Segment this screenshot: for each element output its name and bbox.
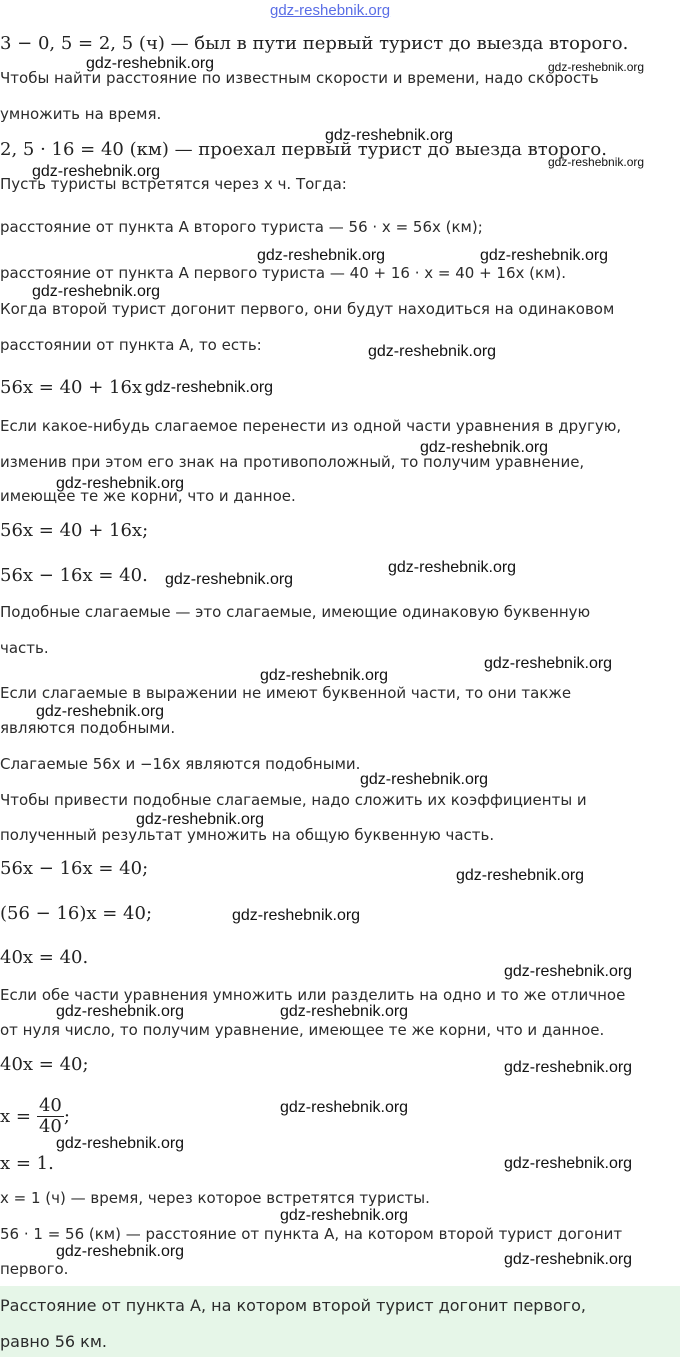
equation: 56x = 40 + 16x;: [0, 520, 149, 541]
text-line: изменив при этом его знак на противоположный, то получим уравнение,: [0, 453, 585, 471]
watermark: gdz-reshebnik.org: [260, 667, 389, 684]
watermark: gdz-reshebnik.org: [56, 1135, 185, 1152]
watermark: gdz-reshebnik.org: [504, 1251, 633, 1268]
watermark: gdz-reshebnik.org: [36, 703, 165, 720]
equation: (56 − 16)x = 40;: [0, 903, 153, 924]
watermark: gdz-reshebnik.org: [504, 1059, 633, 1076]
text-line: Чтобы привести подобные слагаемые, надо сложить их коэффициенты и: [0, 791, 587, 809]
watermark: gdz-reshebnik.org: [388, 559, 517, 576]
text-line: Если слагаемые в выражении не имеют буквенной части, то они также: [0, 684, 572, 702]
watermark: gdz-reshebnik.org: [165, 571, 294, 588]
watermark: gdz-reshebnik.org: [480, 247, 609, 264]
text-line: Если обе части уравнения умножить или разделить на одно и то же отличное: [0, 986, 626, 1004]
watermark: gdz-reshebnik.org: [504, 963, 633, 980]
watermark: gdz-reshebnik.org: [56, 1003, 185, 1020]
text-line: x = 1 (ч) — время, через которое встретятся туристы.: [0, 1189, 430, 1207]
equation: 40x = 40.: [0, 947, 89, 968]
text-line: Пусть туристы встретятся через x ч. Тогда:: [0, 175, 347, 193]
text-line: Подобные слагаемые — это слагаемые, имеющие одинаковую буквенную: [0, 603, 591, 621]
watermark: gdz-reshebnik.org: [360, 771, 489, 788]
text-line: часть.: [0, 639, 49, 657]
watermark: gdz-reshebnik.org: [56, 475, 185, 492]
watermark: gdz-reshebnik.org: [280, 1099, 409, 1116]
equation: 56x − 16x = 40;: [0, 858, 149, 879]
fraction: [37, 1096, 64, 1137]
text-line: расстоянии от пункта A, то есть:: [0, 336, 262, 354]
watermark: gdz-reshebnik.org: [548, 155, 645, 169]
watermark: gdz-reshebnik.org: [548, 60, 645, 74]
text-line: от нуля число, то получим уравнение, имеющее те же корни, что и данное.: [0, 1021, 605, 1039]
equation: 56x − 16x = 40.: [0, 565, 148, 586]
watermark: gdz-reshebnik.org: [280, 1207, 409, 1224]
text-line: Когда второй турист догонит первого, они будут находиться на одинаковом: [0, 300, 615, 318]
equation: x = 1.: [0, 1153, 54, 1174]
watermark: gdz-reshebnik.org: [325, 127, 454, 144]
watermark: gdz-reshebnik.org: [280, 1003, 409, 1020]
answer-box: [0, 1286, 680, 1357]
text-line: первого.: [0, 1260, 69, 1278]
watermark: gdz-reshebnik.org: [56, 1243, 185, 1260]
text-line: имеющее те же корни, что и данное.: [0, 487, 296, 505]
watermark: gdz-reshebnik.org: [504, 1155, 633, 1172]
text-line: Если какое-нибудь слагаемое перенести из одной части уравнения в другую,: [0, 417, 622, 435]
answer-line: Расстояние от пункта A, на котором второй турист догонит первого,: [0, 1296, 586, 1315]
text-line: 3 − 0, 5 = 2, 5 (ч) — был в пути первый турист до выезда второго.: [0, 33, 629, 54]
watermark: gdz-reshebnik.org: [420, 439, 549, 456]
watermark-link[interactable]: gdz-reshebnik.org: [270, 2, 391, 19]
watermark: gdz-reshebnik.org: [456, 867, 585, 884]
text-line: расстояние от пункта A второго туриста — 56 · x = 56x (км);: [0, 218, 483, 236]
answer-line: равно 56 км.: [0, 1332, 107, 1351]
watermark: gdz-reshebnik.org: [232, 907, 361, 924]
watermark: gdz-reshebnik.org: [368, 343, 497, 360]
watermark: gdz-reshebnik.org: [86, 55, 215, 72]
fraction-denominator: 40: [38, 1115, 62, 1137]
text-line: Чтобы найти расстояние по известным скорости и времени, надо скорость: [0, 69, 599, 87]
text-line: Слагаемые 56x и −16x являются подобными.: [0, 755, 361, 773]
watermark: gdz-reshebnik.org: [136, 811, 265, 828]
text-line: 2, 5 · 16 = 40 (км) — проехал первый турист до выезда второго.: [0, 139, 607, 160]
watermark: gdz-reshebnik.org: [32, 163, 161, 180]
fraction-numerator: 40: [38, 1094, 62, 1116]
watermark: gdz-reshebnik.org: [145, 379, 274, 396]
fraction-lhs: x =: [0, 1105, 31, 1127]
watermark: gdz-reshebnik.org: [257, 247, 386, 264]
text-line: расстояние от пункта A первого туриста — 40 + 16 · x = 40 + 16x (км).: [0, 264, 566, 282]
text-line: полученный результат умножить на общую буквенную часть.: [0, 826, 495, 844]
watermark: gdz-reshebnik.org: [484, 655, 613, 672]
watermark: gdz-reshebnik.org: [32, 283, 161, 300]
text-line: являются подобными.: [0, 719, 176, 737]
text-line: 56 · 1 = 56 (км) — расстояние от пункта A, на котором второй турист догонит: [0, 1225, 623, 1243]
text-line: умножить на время.: [0, 105, 162, 123]
fraction-tail: ;: [63, 1105, 70, 1127]
equation: 40x = 40;: [0, 1054, 89, 1075]
equation: 56x = 40 + 16x: [0, 377, 143, 398]
